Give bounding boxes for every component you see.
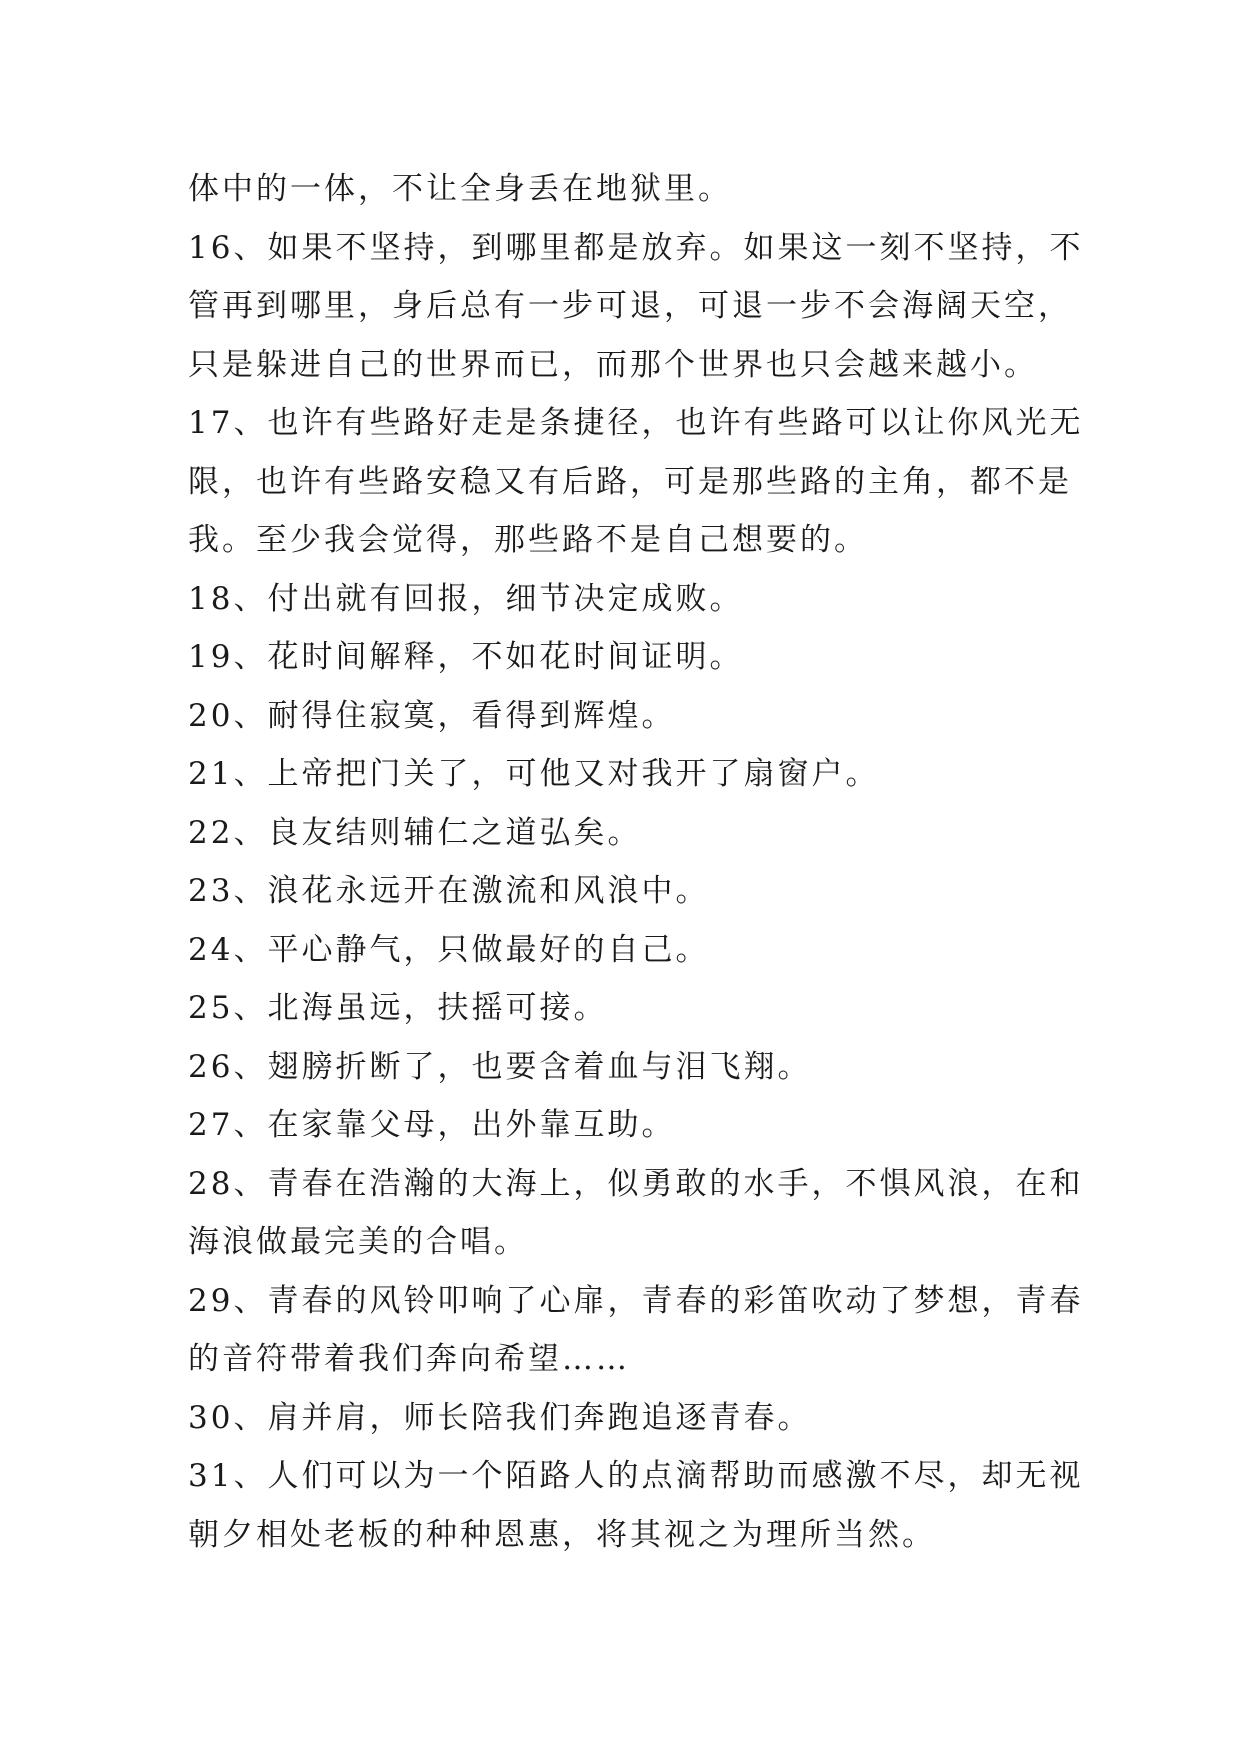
text-line: 22、良友结则辅仁之道弘矣。 [188, 814, 642, 851]
text-line: 朝夕相处老板的种种恩惠，将其视之为理所当然。 [188, 1516, 936, 1553]
text-line: 的音符带着我们奔向希望…… [188, 1341, 630, 1377]
text-line: 26、翅膀折断了，也要含着血与泪飞翔。 [188, 1048, 812, 1085]
text-line: 我。至少我会觉得，那些路不是自己想要的。 [188, 522, 868, 558]
text-line: 27、在家靠父母，出外靠互助。 [188, 1107, 676, 1143]
text-line: 21、上帝把门关了，可他又对我开了扇窗户。 [188, 756, 880, 792]
text-line: 16、如果不坚持，到哪里都是放弃。如果这一刻不坚持，不 [188, 229, 1084, 266]
text-line: 24、平心静气，只做最好的自己。 [188, 931, 710, 968]
text-line: 限，也许有些路安稳又有后路，可是那些路的主角，都不是 [188, 463, 1072, 500]
text-line: 海浪做最完美的合唱。 [188, 1224, 528, 1260]
text-line: 只是躲进自己的世界而已，而那个世界也只会越来越小。 [188, 346, 1038, 383]
text-line: 管再到哪里，身后总有一步可退，可退一步不会海阔天空， [188, 288, 1072, 324]
text-line: 31、人们可以为一个陌路人的点滴帮助而感激不尽，却无视 [188, 1458, 1084, 1494]
text-line: 25、北海虽远，扶摇可接。 [188, 990, 608, 1026]
text-line: 18、付出就有回报，细节决定成败。 [188, 580, 744, 617]
text-line: 20、耐得住寂寞，看得到辉煌。 [188, 697, 676, 734]
text-line: 19、花时间解释，不如花时间证明。 [188, 639, 744, 675]
text-line: 23、浪花永远开在激流和风浪中。 [188, 873, 710, 909]
document-body [188, 160, 1084, 1564]
text-line: 30、肩并肩，师长陪我们奔跑追逐青春。 [188, 1399, 812, 1436]
text-line: 17、也许有些路好走是条捷径，也许有些路可以让你风光无 [188, 405, 1084, 441]
text-line: 体中的一体，不让全身丢在地狱里。 [188, 171, 732, 207]
text-line: 29、青春的风铃叩响了心扉，青春的彩笛吹动了梦想，青春 [188, 1282, 1084, 1319]
text-line: 28、青春在浩瀚的大海上，似勇敢的水手，不惧风浪，在和 [188, 1165, 1084, 1202]
